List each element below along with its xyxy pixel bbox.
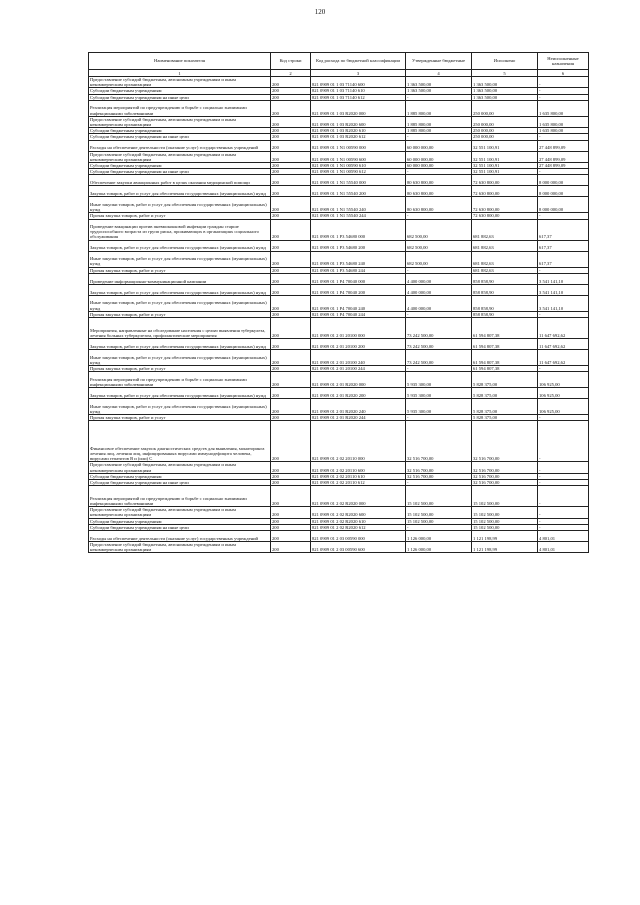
row-executed: 32 551 100,91 bbox=[472, 163, 538, 169]
row-executed: 72 630 800,00 bbox=[472, 175, 538, 186]
row-approved: - bbox=[406, 524, 472, 530]
row-approved: 682 500,00 bbox=[406, 219, 472, 240]
table-row bbox=[89, 318, 589, 339]
row-executed: 1 121 198,99 bbox=[472, 542, 538, 553]
row-approved: - bbox=[406, 213, 472, 219]
row-unexecuted: - bbox=[538, 518, 589, 524]
header-class-code: Код расхода по бюджетной классификации bbox=[311, 53, 406, 70]
row-class-code: 821 0909 01 2 03 00590 000 bbox=[311, 531, 406, 542]
table-row bbox=[89, 486, 589, 507]
row-approved: 73 242 500,00 bbox=[406, 339, 472, 350]
row-executed: 681 882,63 bbox=[472, 240, 538, 251]
row-class-code: 821 0909 01 2 01 20100 240 bbox=[311, 350, 406, 366]
row-name: Обеспечение закупки авиационных работ в целях оказания медицинской помощи bbox=[89, 175, 271, 186]
row-approved: 5 935 300,00 bbox=[406, 372, 472, 388]
row-unexecuted: - bbox=[538, 524, 589, 530]
row-unexecuted: - bbox=[538, 77, 589, 88]
row-class-code: 821 0909 01 1 N1 55540 200 bbox=[311, 186, 406, 197]
row-approved: 1 363 500,00 bbox=[406, 88, 472, 94]
row-class-code: 821 0909 01 1 N1 55540 240 bbox=[311, 197, 406, 213]
row-unexecuted: 1 635 800,00 bbox=[538, 100, 589, 116]
row-line-code: 200 bbox=[271, 295, 311, 311]
row-line-code: 200 bbox=[271, 163, 311, 169]
row-class-code: 821 0909 01 2 03 00590 600 bbox=[311, 542, 406, 553]
row-class-code: 821 0909 01 1 03 71140 610 bbox=[311, 88, 406, 94]
row-unexecuted: - bbox=[538, 311, 589, 317]
row-name: Субсидии бюджетным учреждениям bbox=[89, 473, 271, 479]
column-index-row bbox=[89, 70, 589, 77]
row-line-code: 200 bbox=[271, 128, 311, 134]
row-executed: 1 363 500,00 bbox=[472, 94, 538, 100]
row-line-code: 200 bbox=[271, 473, 311, 479]
row-class-code: 821 0909 01 1 03 R2020 000 bbox=[311, 100, 406, 116]
table-row bbox=[89, 151, 589, 162]
table-row bbox=[89, 186, 589, 197]
row-unexecuted: - bbox=[538, 366, 589, 372]
row-approved: - bbox=[406, 415, 472, 421]
row-class-code: 821 0909 01 2 01 R2020 000 bbox=[311, 372, 406, 388]
row-name: Мероприятия, направленные на обследование населения с целью выявления туберкулеза, лечения больных туберкулезом, профилактические мероприятия bbox=[89, 318, 271, 339]
row-line-code: 200 bbox=[271, 415, 311, 421]
row-unexecuted: - bbox=[538, 134, 589, 140]
row-line-code: 200 bbox=[271, 284, 311, 295]
row-approved: 4 400 000,00 bbox=[406, 284, 472, 295]
row-class-code: 821 0909 01 1 P4 70040 244 bbox=[311, 311, 406, 317]
row-line-code: 200 bbox=[271, 240, 311, 251]
row-unexecuted: - bbox=[538, 415, 589, 421]
row-unexecuted: - bbox=[538, 267, 589, 273]
row-line-code: 200 bbox=[271, 518, 311, 524]
row-class-code: 821 0909 01 1 03 R2020 612 bbox=[311, 134, 406, 140]
row-unexecuted: 8 000 000,00 bbox=[538, 175, 589, 186]
row-unexecuted: - bbox=[538, 94, 589, 100]
row-approved: 1 126 000,00 bbox=[406, 542, 472, 553]
row-unexecuted: 4 801,01 bbox=[538, 542, 589, 553]
row-class-code: 821 0909 01 2 02 20110 600 bbox=[311, 462, 406, 473]
column-index: 1 bbox=[89, 70, 271, 77]
row-class-code: 821 0909 01 2 01 R2020 240 bbox=[311, 399, 406, 415]
row-line-code: 200 bbox=[271, 88, 311, 94]
table-row bbox=[89, 175, 589, 186]
row-approved: 60 000 000,00 bbox=[406, 151, 472, 162]
table-row bbox=[89, 421, 589, 462]
row-executed: 250 000,00 bbox=[472, 134, 538, 140]
header-line-code: Код строки bbox=[271, 53, 311, 70]
row-approved: - bbox=[406, 311, 472, 317]
row-name: Реализация мероприятий по предупреждению и борьбе с социально значимыми инфекционными заболеваниями bbox=[89, 100, 271, 116]
row-executed: 858 858,90 bbox=[472, 284, 538, 295]
row-unexecuted: - bbox=[538, 213, 589, 219]
row-executed: 5 828 375,00 bbox=[472, 415, 538, 421]
table-body bbox=[89, 77, 589, 553]
column-index: 4 bbox=[406, 70, 472, 77]
row-unexecuted: 1 635 800,00 bbox=[538, 116, 589, 127]
row-line-code: 200 bbox=[271, 507, 311, 518]
table-row bbox=[89, 140, 589, 151]
row-name: Иные закупки товаров, работ и услуг для обеспечения государственных (муниципальных) нужд bbox=[89, 295, 271, 311]
row-approved: 1 126 000,00 bbox=[406, 531, 472, 542]
row-name: Закупка товаров, работ и услуг для обеспечения государственных (муниципальных) нужд bbox=[89, 339, 271, 350]
row-executed: 61 594 807,38 bbox=[472, 350, 538, 366]
column-index: 5 bbox=[472, 70, 538, 77]
table-row bbox=[89, 462, 589, 473]
row-unexecuted: 27 448 899,09 bbox=[538, 163, 589, 169]
row-name: Субсидии бюджетным учреждениям bbox=[89, 128, 271, 134]
header-executed: Исполнено bbox=[472, 53, 538, 70]
row-name: Прочая закупка товаров, работ и услуг bbox=[89, 415, 271, 421]
row-executed: 32 551 100,91 bbox=[472, 151, 538, 162]
row-approved: 80 630 800,00 bbox=[406, 186, 472, 197]
table-row bbox=[89, 100, 589, 116]
row-line-code: 200 bbox=[271, 267, 311, 273]
row-executed: 32 516 700,00 bbox=[472, 462, 538, 473]
row-executed: 72 630 800,00 bbox=[472, 213, 538, 219]
row-unexecuted: 8 000 000,00 bbox=[538, 197, 589, 213]
row-approved: 1 885 800,00 bbox=[406, 128, 472, 134]
row-class-code: 821 0909 01 2 02 20110 000 bbox=[311, 421, 406, 462]
row-line-code: 200 bbox=[271, 462, 311, 473]
row-line-code: 200 bbox=[271, 524, 311, 530]
row-line-code: 200 bbox=[271, 134, 311, 140]
row-line-code: 200 bbox=[271, 116, 311, 127]
row-approved: - bbox=[406, 134, 472, 140]
row-unexecuted: 106 925,00 bbox=[538, 388, 589, 399]
row-executed: 15 102 500,00 bbox=[472, 518, 538, 524]
row-executed: 32 551 100,91 bbox=[472, 169, 538, 175]
row-class-code: 821 0909 01 1 N1 00590 610 bbox=[311, 163, 406, 169]
row-name: Предоставление субсидий бюджетным, автономным учреждениям и иным некоммерческим организациям bbox=[89, 151, 271, 162]
row-line-code: 200 bbox=[271, 273, 311, 284]
row-class-code: 821 0909 01 1 P3 54680 000 bbox=[311, 219, 406, 240]
row-executed: 15 102 500,00 bbox=[472, 507, 538, 518]
row-name: Субсидии бюджетным учреждениям bbox=[89, 163, 271, 169]
row-name: Прочая закупка товаров, работ и услуг bbox=[89, 366, 271, 372]
row-executed: 61 594 807,38 bbox=[472, 366, 538, 372]
table-row bbox=[89, 197, 589, 213]
row-class-code: 821 0909 01 1 N1 55540 244 bbox=[311, 213, 406, 219]
row-unexecuted: 3 541 141,10 bbox=[538, 295, 589, 311]
row-executed: 32 516 700,00 bbox=[472, 421, 538, 462]
row-line-code: 200 bbox=[271, 339, 311, 350]
row-name: Иные закупки товаров, работ и услуг для обеспечения государственных (муниципальных) нужд bbox=[89, 350, 271, 366]
row-executed: 681 882,63 bbox=[472, 219, 538, 240]
row-line-code: 200 bbox=[271, 366, 311, 372]
row-class-code: 821 0909 01 2 02 R2020 610 bbox=[311, 518, 406, 524]
table-row bbox=[89, 240, 589, 251]
row-executed: 858 858,90 bbox=[472, 273, 538, 284]
row-class-code: 821 0909 01 2 02 20110 612 bbox=[311, 480, 406, 486]
row-executed: 5 828 375,00 bbox=[472, 372, 538, 388]
row-approved: 682 500,00 bbox=[406, 240, 472, 251]
row-name: Субсидии бюджетным учреждениям на иные цели bbox=[89, 169, 271, 175]
row-class-code: 821 0909 01 1 N1 00590 600 bbox=[311, 151, 406, 162]
row-line-code: 200 bbox=[271, 350, 311, 366]
row-approved: 4 400 000,00 bbox=[406, 295, 472, 311]
row-name: Расходы на обеспечение деятельности (оказание услуг) государственных учреждений bbox=[89, 140, 271, 151]
row-executed: 32 516 700,00 bbox=[472, 480, 538, 486]
row-unexecuted: - bbox=[538, 421, 589, 462]
row-approved: 5 935 300,00 bbox=[406, 399, 472, 415]
column-index: 2 bbox=[271, 70, 311, 77]
row-line-code: 200 bbox=[271, 219, 311, 240]
row-name: Прочая закупка товаров, работ и услуг bbox=[89, 213, 271, 219]
row-name: Финансовое обеспечение закупок диагностических средств для выявления, мониторинга лечения лиц, лечения лиц, инфицированных вирусами иммунодефицита человека, вирусами гепатитов В и (или) С bbox=[89, 421, 271, 462]
table-row bbox=[89, 251, 589, 267]
row-executed: 250 000,00 bbox=[472, 100, 538, 116]
row-unexecuted: 106 925,00 bbox=[538, 399, 589, 415]
row-line-code: 200 bbox=[271, 175, 311, 186]
row-class-code: 821 0909 01 1 P3 54680 244 bbox=[311, 267, 406, 273]
table-row bbox=[89, 372, 589, 388]
row-approved: 73 242 500,00 bbox=[406, 318, 472, 339]
row-approved: - bbox=[406, 267, 472, 273]
row-executed: 72 630 800,00 bbox=[472, 197, 538, 213]
row-executed: 61 594 807,38 bbox=[472, 318, 538, 339]
row-class-code: 821 0909 01 1 N1 55540 000 bbox=[311, 175, 406, 186]
row-class-code: 821 0909 01 2 01 20100 000 bbox=[311, 318, 406, 339]
header-approved: Утвержденные бюджетные bbox=[406, 53, 472, 70]
row-line-code: 200 bbox=[271, 421, 311, 462]
table-row bbox=[89, 388, 589, 399]
row-executed: 32 551 100,91 bbox=[472, 140, 538, 151]
row-name: Предоставление субсидий бюджетным, автономным учреждениям и иным некоммерческим организациям bbox=[89, 542, 271, 553]
row-line-code: 200 bbox=[271, 531, 311, 542]
row-executed: 858 858,90 bbox=[472, 295, 538, 311]
row-name: Закупка товаров, работ и услуг для обеспечения государственных (муниципальных) нужд bbox=[89, 284, 271, 295]
row-executed: 5 828 375,00 bbox=[472, 388, 538, 399]
row-name: Закупка товаров, работ и услуг для обеспечения государственных (муниципальных) нужд bbox=[89, 388, 271, 399]
row-class-code: 821 0909 01 2 01 20100 200 bbox=[311, 339, 406, 350]
row-line-code: 200 bbox=[271, 311, 311, 317]
row-name: Предоставление субсидий бюджетным, автономным учреждениям и иным некоммерческим организациям bbox=[89, 116, 271, 127]
row-unexecuted: - bbox=[538, 486, 589, 507]
row-class-code: 821 0909 01 1 03 R2020 610 bbox=[311, 128, 406, 134]
row-line-code: 200 bbox=[271, 542, 311, 553]
row-approved: 80 630 800,00 bbox=[406, 197, 472, 213]
row-name: Иные закупки товаров, работ и услуг для обеспечения государственных (муниципальных) нужд bbox=[89, 399, 271, 415]
row-name: Реализация мероприятий по предупреждению и борьбе с социально значимыми инфекционными заболеваниями bbox=[89, 486, 271, 507]
row-line-code: 200 bbox=[271, 399, 311, 415]
row-name: Проведение вакцинации против пневмококковой инфекции граждан старше трудоспособного возраста из групп риска, проживающих в организациях социального обслуживания bbox=[89, 219, 271, 240]
row-approved: 1 363 500,00 bbox=[406, 77, 472, 88]
page-number: 120 bbox=[314, 8, 326, 16]
row-class-code: 821 0909 01 1 P3 54680 240 bbox=[311, 251, 406, 267]
row-name: Закупка товаров, работ и услуг для обеспечения государственных (муниципальных) нужд bbox=[89, 186, 271, 197]
row-approved: 1 885 800,00 bbox=[406, 100, 472, 116]
row-approved: 15 102 500,00 bbox=[406, 486, 472, 507]
table-row bbox=[89, 77, 589, 88]
row-executed: 1 121 198,99 bbox=[472, 531, 538, 542]
row-name: Иные закупки товаров, работ и услуг для обеспечения государственных (муниципальных) нужд bbox=[89, 251, 271, 267]
row-approved: - bbox=[406, 169, 472, 175]
row-unexecuted: - bbox=[538, 88, 589, 94]
row-executed: 72 630 800,00 bbox=[472, 186, 538, 197]
row-approved: 15 102 500,00 bbox=[406, 507, 472, 518]
row-unexecuted: 3 541 141,10 bbox=[538, 273, 589, 284]
row-class-code: 821 0909 01 1 P4 70040 000 bbox=[311, 273, 406, 284]
row-unexecuted: - bbox=[538, 480, 589, 486]
row-approved: 682 500,00 bbox=[406, 251, 472, 267]
row-approved: 60 000 000,00 bbox=[406, 140, 472, 151]
row-executed: 858 858,90 bbox=[472, 311, 538, 317]
row-executed: 15 102 500,00 bbox=[472, 524, 538, 530]
row-line-code: 200 bbox=[271, 251, 311, 267]
row-line-code: 200 bbox=[271, 197, 311, 213]
row-unexecuted: - bbox=[538, 507, 589, 518]
row-unexecuted: - bbox=[538, 169, 589, 175]
row-unexecuted: 11 647 692,62 bbox=[538, 350, 589, 366]
row-approved: 32 516 700,00 bbox=[406, 462, 472, 473]
row-class-code: 821 0909 01 2 02 R2020 612 bbox=[311, 524, 406, 530]
row-unexecuted: - bbox=[538, 462, 589, 473]
table-row bbox=[89, 531, 589, 542]
row-approved: - bbox=[406, 480, 472, 486]
row-name: Реализация мероприятий по предупреждению и борьбе с социально значимыми инфекционными заболеваниями bbox=[89, 372, 271, 388]
table-row bbox=[89, 542, 589, 553]
table-row bbox=[89, 399, 589, 415]
row-name: Предоставление субсидий бюджетным, автономным учреждениям и иным некоммерческим организациям bbox=[89, 507, 271, 518]
table-row bbox=[89, 350, 589, 366]
row-name: Прочая закупка товаров, работ и услуг bbox=[89, 267, 271, 273]
row-approved: 32 516 700,00 bbox=[406, 421, 472, 462]
row-name: Предоставление субсидий бюджетным, автономным учреждениям и иным некоммерческим организациям bbox=[89, 77, 271, 88]
row-approved: 80 630 800,00 bbox=[406, 175, 472, 186]
row-unexecuted: 106 925,00 bbox=[538, 372, 589, 388]
row-unexecuted: 617,37 bbox=[538, 251, 589, 267]
row-unexecuted: 617,37 bbox=[538, 240, 589, 251]
row-name: Субсидии бюджетным учреждениям на иные цели bbox=[89, 480, 271, 486]
row-line-code: 200 bbox=[271, 388, 311, 399]
row-name: Прочая закупка товаров, работ и услуг bbox=[89, 311, 271, 317]
row-name: Расходы на обеспечение деятельности (оказание услуг) государственных учреждений bbox=[89, 531, 271, 542]
table-header-row bbox=[89, 53, 589, 70]
row-class-code: 821 0909 01 2 01 R2020 244 bbox=[311, 415, 406, 421]
column-index: 3 bbox=[311, 70, 406, 77]
row-unexecuted: 3 541 141,10 bbox=[538, 284, 589, 295]
table-row bbox=[89, 295, 589, 311]
table-row bbox=[89, 116, 589, 127]
row-executed: 250 000,00 bbox=[472, 128, 538, 134]
row-line-code: 200 bbox=[271, 100, 311, 116]
row-executed: 681 882,63 bbox=[472, 267, 538, 273]
row-executed: 250 000,00 bbox=[472, 116, 538, 127]
row-approved: - bbox=[406, 366, 472, 372]
row-line-code: 200 bbox=[271, 169, 311, 175]
row-class-code: 821 0909 01 2 02 R2020 000 bbox=[311, 486, 406, 507]
row-approved: 15 102 500,00 bbox=[406, 518, 472, 524]
row-approved: 73 242 500,00 bbox=[406, 350, 472, 366]
row-executed: 681 882,63 bbox=[472, 251, 538, 267]
row-name: Субсидии бюджетным учреждениям bbox=[89, 88, 271, 94]
row-line-code: 200 bbox=[271, 480, 311, 486]
row-class-code: 821 0909 01 1 N1 00590 612 bbox=[311, 169, 406, 175]
row-name: Субсидии бюджетным учреждениям на иные цели bbox=[89, 134, 271, 140]
row-unexecuted: 1 635 800,00 bbox=[538, 128, 589, 134]
row-class-code: 821 0909 01 1 P4 70040 240 bbox=[311, 295, 406, 311]
row-name: Проведение информационно-коммуникационной кампании bbox=[89, 273, 271, 284]
row-approved: 5 935 300,00 bbox=[406, 388, 472, 399]
row-class-code: 821 0909 01 2 01 20100 244 bbox=[311, 366, 406, 372]
row-name: Субсидии бюджетным учреждениям на иные цели bbox=[89, 524, 271, 530]
row-executed: 15 102 500,00 bbox=[472, 486, 538, 507]
row-executed: 1 363 500,00 bbox=[472, 77, 538, 88]
row-class-code: 821 0909 01 2 02 20110 610 bbox=[311, 473, 406, 479]
row-class-code: 821 0909 01 1 N1 00590 000 bbox=[311, 140, 406, 151]
row-approved: 4 400 000,00 bbox=[406, 273, 472, 284]
row-unexecuted: 11 647 692,62 bbox=[538, 339, 589, 350]
row-executed: 32 516 700,00 bbox=[472, 473, 538, 479]
column-index: 6 bbox=[538, 70, 589, 77]
header-name: Наименование показателя bbox=[89, 53, 271, 70]
row-unexecuted: 27 448 899,09 bbox=[538, 140, 589, 151]
row-class-code: 821 0909 01 1 03 R2020 600 bbox=[311, 116, 406, 127]
row-line-code: 200 bbox=[271, 94, 311, 100]
row-line-code: 200 bbox=[271, 77, 311, 88]
row-unexecuted: 4 801,01 bbox=[538, 531, 589, 542]
row-class-code: 821 0909 01 2 01 R2020 200 bbox=[311, 388, 406, 399]
row-line-code: 200 bbox=[271, 186, 311, 197]
row-class-code: 821 0909 01 1 P4 70040 200 bbox=[311, 284, 406, 295]
row-approved: 32 516 700,00 bbox=[406, 473, 472, 479]
table-row bbox=[89, 219, 589, 240]
row-unexecuted: - bbox=[538, 473, 589, 479]
row-name: Субсидии бюджетным учреждениям на иные цели bbox=[89, 94, 271, 100]
row-executed: 61 594 807,38 bbox=[472, 339, 538, 350]
header-unexecuted: Неисполненные назначения bbox=[538, 53, 589, 70]
row-unexecuted: 27 448 899,09 bbox=[538, 151, 589, 162]
row-executed: 5 828 375,00 bbox=[472, 399, 538, 415]
table-row bbox=[89, 273, 589, 284]
row-executed: 1 363 500,00 bbox=[472, 88, 538, 94]
row-unexecuted: 11 647 692,62 bbox=[538, 318, 589, 339]
row-approved: 60 000 000,00 bbox=[406, 163, 472, 169]
row-line-code: 200 bbox=[271, 318, 311, 339]
row-class-code: 821 0909 01 1 03 71140 600 bbox=[311, 77, 406, 88]
row-approved: 1 885 800,00 bbox=[406, 116, 472, 127]
row-unexecuted: 8 000 000,00 bbox=[538, 186, 589, 197]
table-row bbox=[89, 507, 589, 518]
row-approved: - bbox=[406, 94, 472, 100]
row-class-code: 821 0909 01 1 03 71140 612 bbox=[311, 94, 406, 100]
row-line-code: 200 bbox=[271, 151, 311, 162]
row-class-code: 821 0909 01 2 02 R2020 600 bbox=[311, 507, 406, 518]
row-class-code: 821 0909 01 1 P3 54680 200 bbox=[311, 240, 406, 251]
row-line-code: 200 bbox=[271, 486, 311, 507]
row-unexecuted: 617,37 bbox=[538, 219, 589, 240]
row-line-code: 200 bbox=[271, 140, 311, 151]
table-row bbox=[89, 284, 589, 295]
row-name: Иные закупки товаров, работ и услуг для обеспечения государственных (муниципальных) нужд bbox=[89, 197, 271, 213]
row-line-code: 200 bbox=[271, 372, 311, 388]
row-name: Субсидии бюджетным учреждениям bbox=[89, 518, 271, 524]
table-row bbox=[89, 339, 589, 350]
row-line-code: 200 bbox=[271, 213, 311, 219]
budget-execution-table bbox=[88, 52, 589, 553]
row-name: Закупка товаров, работ и услуг для обеспечения государственных (муниципальных) нужд bbox=[89, 240, 271, 251]
row-name: Предоставление субсидий бюджетным, автономным учреждениям и иным некоммерческим организациям bbox=[89, 462, 271, 473]
